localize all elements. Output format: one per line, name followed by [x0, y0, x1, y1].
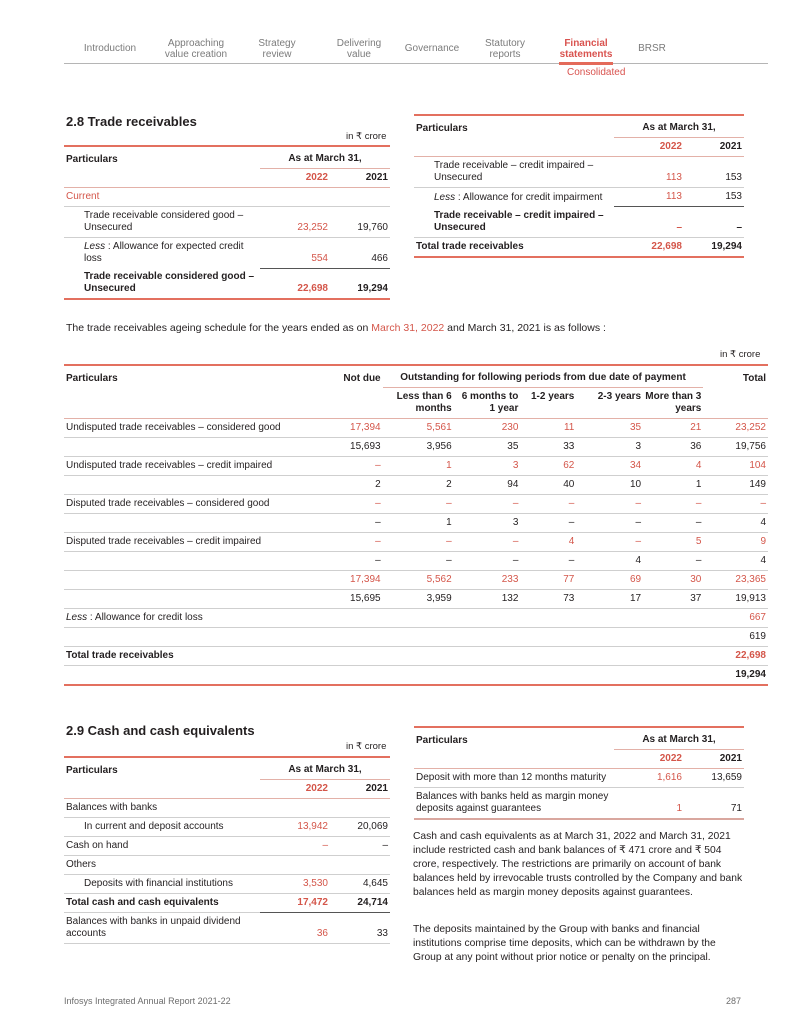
- table-row: [414, 157, 744, 188]
- value-cell: –: [643, 552, 703, 571]
- cash-equivalents-table-right: [414, 726, 744, 820]
- table-row: [64, 875, 390, 894]
- col-header-2021: 2021: [684, 138, 744, 157]
- col-header-particulars: Particulars: [64, 757, 260, 780]
- table-row: [414, 788, 744, 820]
- value-2022: –: [614, 207, 684, 238]
- table-row: [64, 552, 768, 571]
- col-header-2021: 2021: [684, 750, 744, 769]
- col-header-2022: 2022: [614, 138, 684, 157]
- footer-page-number: 287: [726, 996, 742, 1006]
- col-header-period: Less than 6 months: [383, 388, 454, 419]
- col-header-particulars: Particulars: [414, 727, 614, 750]
- value-cell: –: [314, 533, 383, 552]
- table-row: [414, 188, 744, 207]
- value-total: 23,252: [703, 419, 768, 438]
- value-2022: 22,698: [614, 237, 684, 257]
- footer-report-title: Infosys Integrated Annual Report 2021-22: [64, 996, 231, 1006]
- label-text: : Allowance for credit impairment: [455, 191, 603, 203]
- row-label: Balances with banks held as margin money deposits against guarantees: [414, 788, 614, 820]
- table-row: [64, 457, 768, 476]
- value-2021: 153: [684, 157, 744, 188]
- table-row: [414, 207, 744, 238]
- col-header-2022: 2022: [260, 780, 330, 799]
- value-2021: 20,069: [330, 818, 390, 837]
- value-total: 19,294: [703, 666, 768, 686]
- table-row: [64, 419, 768, 438]
- row-label: [64, 438, 314, 457]
- table-row-total: [64, 666, 768, 686]
- label-prefix: Less: [66, 612, 88, 623]
- value-cell: 5,561: [383, 419, 454, 438]
- row-label: Deposit with more than 12 months maturity: [414, 769, 614, 788]
- value-2021: –: [684, 207, 744, 238]
- table-row: [64, 799, 390, 818]
- value-cell: 233: [454, 571, 521, 590]
- row-label: Trade receivable – credit impaired – Unsecured: [414, 157, 614, 188]
- value-total: 4: [703, 552, 768, 571]
- value-cell: –: [314, 495, 383, 514]
- value-cell: 33: [520, 438, 576, 457]
- value-cell: 62: [520, 457, 576, 476]
- trade-receivables-table-left: [64, 145, 390, 300]
- value-cell: –: [520, 552, 576, 571]
- col-header-as-at: As at March 31,: [614, 115, 744, 138]
- nav-brsr[interactable]: BRSR: [638, 43, 666, 54]
- value-cell: 36: [643, 438, 703, 457]
- label-text: : Allowance for expected credit loss: [84, 241, 244, 264]
- nav-sub-consolidated[interactable]: Consolidated: [567, 67, 626, 78]
- row-label: Others: [64, 856, 260, 875]
- row-label: In current and deposit accounts: [64, 818, 260, 837]
- value-cell: 21: [643, 419, 703, 438]
- value-cell: –: [454, 552, 521, 571]
- table-row-allowance: [64, 609, 768, 628]
- row-label: [64, 552, 314, 571]
- value-cell: 3: [454, 457, 521, 476]
- cash-equivalents-table-left: [64, 756, 390, 944]
- value-2021: 33: [330, 913, 390, 944]
- value-cell: 1: [643, 476, 703, 495]
- table-row: [64, 476, 768, 495]
- nav-financial-statements[interactable]: [558, 38, 614, 60]
- value-total: 22,698: [703, 647, 768, 666]
- value-total: 104: [703, 457, 768, 476]
- row-label: Trade receivable considered good – Unsecured: [64, 207, 260, 238]
- value-cell: –: [383, 552, 454, 571]
- table-row: [64, 913, 390, 944]
- unit-label: in ₹ crore: [720, 349, 761, 360]
- ageing-schedule-table: [64, 364, 768, 686]
- value-2022: [260, 856, 330, 875]
- row-label: Undisputed trade receivables – considered good: [64, 419, 314, 438]
- value-2022: [260, 799, 330, 818]
- value-2021: 466: [371, 252, 388, 264]
- value-2021: 24,714: [330, 894, 390, 913]
- col-header-as-at: As at March 31,: [614, 727, 744, 750]
- value-cell: 77: [520, 571, 576, 590]
- value-cell: 35: [576, 419, 643, 438]
- col-header-2022: 2022: [614, 750, 684, 769]
- row-label: Total trade receivables: [414, 237, 614, 257]
- nav-label-line: Strategy: [258, 37, 296, 49]
- col-header-2021: 2021: [330, 780, 390, 799]
- value-total: 9: [703, 533, 768, 552]
- section-label-current: Current: [64, 188, 390, 207]
- row-label: [64, 590, 314, 609]
- nav-label-line: value creation: [164, 48, 228, 60]
- nav-label-line: value: [347, 48, 371, 60]
- row-label: Disputed trade receivables – credit impaired: [64, 533, 314, 552]
- nav-label-line: statements: [559, 48, 613, 60]
- value-2022: 13,942: [260, 818, 330, 837]
- value-cell: 37: [643, 590, 703, 609]
- nav-statutory-reports[interactable]: [464, 38, 546, 60]
- value-cell: 30: [643, 571, 703, 590]
- value-cell: 3: [454, 514, 521, 533]
- trade-receivables-table-right: [414, 114, 744, 258]
- value-cell: –: [576, 495, 643, 514]
- value-cell: 4: [643, 457, 703, 476]
- col-header-particulars: Particulars: [64, 365, 314, 388]
- nav-introduction[interactable]: Introduction: [83, 43, 137, 54]
- col-header-2022: 2022: [260, 169, 330, 188]
- value-cell: 1: [383, 514, 454, 533]
- row-label: Deposits with financial institutions: [64, 875, 260, 894]
- row-label: Total trade receivables: [64, 647, 314, 666]
- value-cell: –: [643, 495, 703, 514]
- table-row: [64, 856, 390, 875]
- nav-label-line: review: [262, 48, 292, 60]
- value-2021: [330, 799, 390, 818]
- value-cell: –: [520, 495, 576, 514]
- cash-note-restricted: Cash and cash equivalents as at March 31, 2022 and March 31, 2021 include restricted cash and bank balances of ₹ 471 crore and ₹ 504 crore, respectively. The restrictions are primarily on account of bank balances held by irrevocable trusts controlled by the Company and bank balances held as margin money deposits against guarantees.: [413, 831, 743, 898]
- value-cell: 34: [576, 457, 643, 476]
- value-2022: 1: [614, 788, 684, 820]
- nav-label-line: Approaching: [167, 37, 225, 49]
- nav-label-line: Delivering: [336, 37, 382, 49]
- value-2022: 3,530: [260, 875, 330, 894]
- value-2021: 19,294: [330, 268, 390, 299]
- col-header-period: 1-2 years: [520, 388, 576, 419]
- value-cell: –: [454, 495, 521, 514]
- value-total: 619: [703, 628, 768, 647]
- row-label: Balances with banks in unpaid dividend accounts: [64, 913, 260, 944]
- table-row: [64, 818, 390, 837]
- row-label: Balances with banks: [64, 799, 260, 818]
- lead-text: The trade receivables ageing schedule for the years ended as on: [66, 322, 372, 334]
- value-total: 23,365: [703, 571, 768, 590]
- value-cell: 4: [520, 533, 576, 552]
- lead-date-highlight: March 31, 2022: [371, 322, 445, 334]
- value-2021: 13,659: [684, 769, 744, 788]
- table-row: [64, 514, 768, 533]
- value-cell: 1: [383, 457, 454, 476]
- value-cell: 17,394: [314, 571, 383, 590]
- value-cell: 10: [576, 476, 643, 495]
- value-total: 19,913: [703, 590, 768, 609]
- value-cell: –: [314, 514, 383, 533]
- value-cell: 230: [454, 419, 521, 438]
- value-cell: 94: [454, 476, 521, 495]
- table-row: [64, 495, 768, 514]
- row-label: Trade receivable – credit impaired – Unsecured: [414, 207, 614, 238]
- col-header-not-due: Not due: [314, 365, 383, 388]
- table-row: [64, 628, 768, 647]
- value-cell: –: [520, 514, 576, 533]
- value-cell: 2: [383, 476, 454, 495]
- unit-label: in ₹ crore: [346, 741, 387, 752]
- table-row-total: [64, 894, 390, 913]
- value-cell: 69: [576, 571, 643, 590]
- row-label: [64, 571, 314, 590]
- unit-label: in ₹ crore: [346, 131, 387, 142]
- value-cell: 5: [643, 533, 703, 552]
- table-row: [64, 571, 768, 590]
- value-2021: 19,760: [330, 207, 390, 238]
- value-2021: 19,294: [684, 237, 744, 257]
- table-row: [64, 238, 390, 269]
- section-nav: [64, 34, 768, 64]
- value-2022: 23,252: [260, 207, 330, 238]
- lead-text: and March 31, 2021 is as follows :: [444, 322, 606, 334]
- col-header-particulars: Particulars: [64, 146, 260, 169]
- nav-label-line: Statutory: [484, 37, 526, 49]
- row-label: [64, 514, 314, 533]
- value-2022: –: [260, 837, 330, 856]
- value-cell: 17,394: [314, 419, 383, 438]
- value-cell: 5,562: [383, 571, 454, 590]
- table-row-total: [64, 268, 390, 299]
- value-total: 149: [703, 476, 768, 495]
- value-cell: 2: [314, 476, 383, 495]
- value-2022: 1,616: [614, 769, 684, 788]
- label-text: : Allowance for credit loss: [87, 612, 203, 623]
- value-cell: 35: [454, 438, 521, 457]
- value-total: 4: [703, 514, 768, 533]
- value-cell: 40: [520, 476, 576, 495]
- value-2022: 22,698: [260, 268, 330, 299]
- value-cell: –: [576, 514, 643, 533]
- cash-note-deposits: The deposits maintained by the Group with banks and financial institutions comprise time deposits, which can be withdrawn by the Group at any point without prior notice or penalty on the principal.: [413, 924, 716, 963]
- value-cell: –: [454, 533, 521, 552]
- col-header-outstanding: Outstanding for following periods from due date of payment: [383, 365, 704, 388]
- table-row-total: [64, 647, 768, 666]
- row-label: Undisputed trade receivables – credit impaired: [64, 457, 314, 476]
- row-label: Total cash and cash equivalents: [64, 894, 260, 913]
- table-row: [64, 438, 768, 457]
- table-row: [64, 533, 768, 552]
- value-2022: 36: [260, 913, 330, 944]
- value-total: 19,756: [703, 438, 768, 457]
- label-prefix: Less: [434, 191, 456, 203]
- value-cell: –: [314, 457, 383, 476]
- row-label: [414, 188, 614, 207]
- value-2021: 4,645: [330, 875, 390, 894]
- value-total: 667: [703, 609, 768, 628]
- col-header-2021: 2021: [330, 169, 390, 188]
- table-row: [64, 590, 768, 609]
- nav-label-line: Financial: [564, 37, 608, 49]
- value-cell: –: [643, 514, 703, 533]
- section-title-cash-equivalents: 2.9 Cash and cash equivalents: [66, 723, 255, 738]
- value-2022: 17,472: [260, 894, 330, 913]
- value-cell: 3,959: [383, 590, 454, 609]
- col-header-period: 2-3 years: [576, 388, 643, 419]
- table-row: [64, 837, 390, 856]
- value-2021: 153: [725, 191, 742, 202]
- col-header-period: 6 months to 1 year: [454, 388, 521, 419]
- value-2021: 71: [684, 788, 744, 820]
- nav-strategy-review[interactable]: [236, 38, 318, 60]
- ageing-intro-text: [66, 322, 606, 334]
- value-total: –: [703, 495, 768, 514]
- col-header-particulars: Particulars: [414, 115, 614, 138]
- value-cell: –: [383, 495, 454, 514]
- value-2021: –: [330, 837, 390, 856]
- row-label: Trade receivable considered good – Unsecured: [64, 268, 260, 299]
- value-2022: 113: [614, 157, 684, 188]
- value-cell: 3,956: [383, 438, 454, 457]
- nav-governance[interactable]: Governance: [404, 43, 460, 54]
- value-2021: [330, 856, 390, 875]
- value-cell: –: [576, 533, 643, 552]
- row-label: [64, 609, 703, 628]
- col-header-total: Total: [703, 365, 768, 388]
- value-cell: 15,693: [314, 438, 383, 457]
- section-title-trade-receivables: 2.8 Trade receivables: [66, 114, 197, 129]
- table-row: [64, 207, 390, 238]
- value-cell: 3: [576, 438, 643, 457]
- value-cell: 73: [520, 590, 576, 609]
- table-row: [414, 769, 744, 788]
- value-cell: 132: [454, 590, 521, 609]
- nav-approaching-value-creation[interactable]: [156, 38, 236, 60]
- nav-delivering-value[interactable]: [318, 38, 400, 60]
- row-label: Cash on hand: [64, 837, 260, 856]
- label-prefix: Less: [84, 241, 106, 252]
- table-row-total: [414, 237, 744, 257]
- value-cell: 11: [520, 419, 576, 438]
- value-cell: –: [314, 552, 383, 571]
- value-cell: –: [383, 533, 454, 552]
- col-header-as-at: As at March 31,: [260, 146, 390, 169]
- row-label: [64, 476, 314, 495]
- col-header-as-at: As at March 31,: [260, 757, 390, 780]
- nav-label-line: reports: [489, 48, 521, 60]
- row-label: [64, 238, 260, 269]
- value-2022: 554: [311, 252, 328, 264]
- row-label: Disputed trade receivables – considered good: [64, 495, 314, 514]
- value-cell: 17: [576, 590, 643, 609]
- value-cell: 15,695: [314, 590, 383, 609]
- col-header-period: More than 3 years: [643, 388, 703, 419]
- value-cell: 4: [576, 552, 643, 571]
- value-2022: 113: [666, 191, 682, 202]
